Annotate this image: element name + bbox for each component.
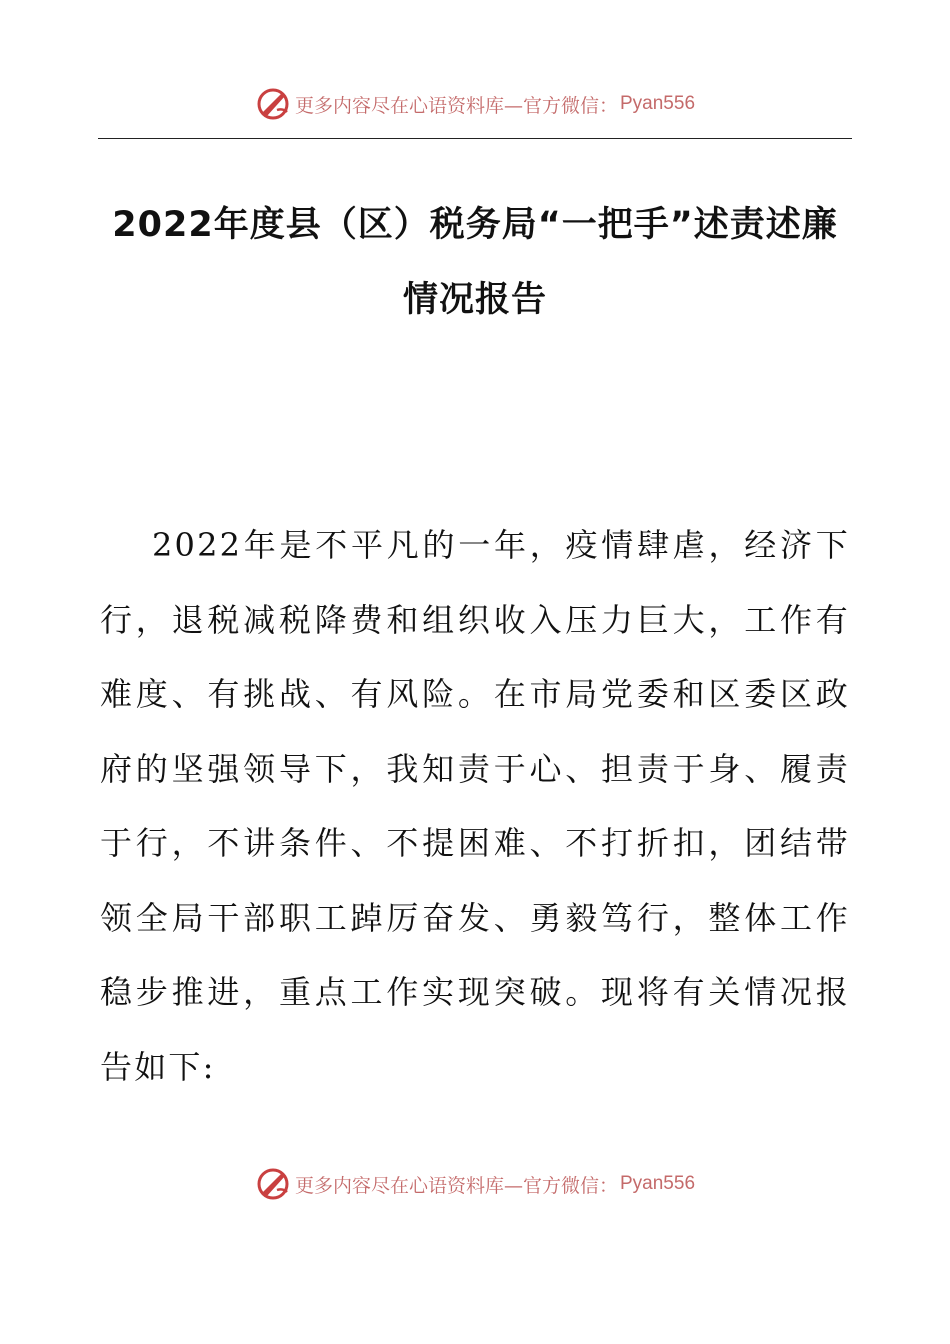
watermark-text: 更多内容尽在心语资料库—官方微信： (294, 1174, 618, 1197)
pen-logo-icon (255, 1166, 291, 1202)
watermark-text: 更多内容尽在心语资料库—官方微信： (294, 94, 618, 117)
watermark-handle: Pyan556 (620, 1173, 696, 1194)
watermark-handle: Pyan556 (620, 93, 696, 114)
header-rule (98, 138, 852, 139)
document-title: 2022年度县（区）税务局“一把手”述责述廉情况报告 (112, 205, 838, 320)
footer-watermark (0, 1164, 950, 1204)
pen-logo-icon (255, 86, 291, 122)
header-watermark (0, 84, 950, 124)
body-paragraph: 2022年是不平凡的一年，疫情肆虐，经济下行，退税减税降费和组织收入压力巨大，工作有难度、有挑战、有风险。在市局党委和区委区政府的坚强领导下，我知责于心、担责于身、履责于行，不讲条件、不提困难、不打折扣，团结带领全局干部职工踔厉奋发、勇毅笃行，整体工作稳步推进，重点工作实现突破。现将有关情况报告如下: (100, 526, 850, 1086)
